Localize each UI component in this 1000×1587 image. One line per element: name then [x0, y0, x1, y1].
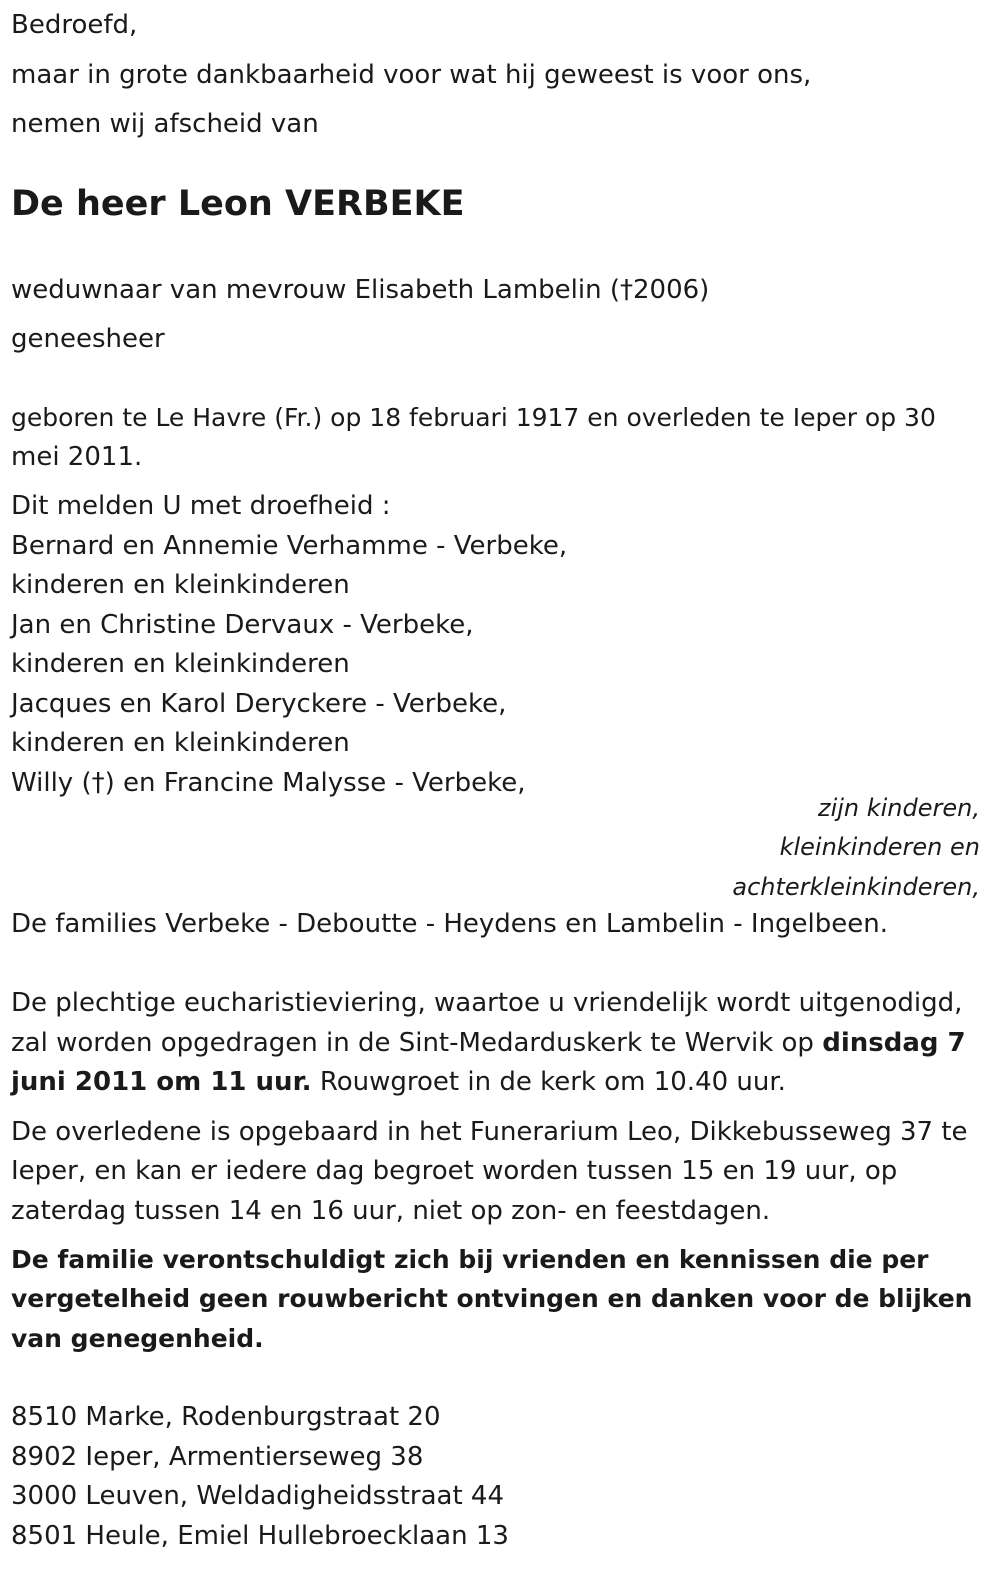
address-line: 8902 Ieper, Armentierseweg 38: [11, 1442, 424, 1472]
relation-line: achterkleinkinderen,: [732, 873, 980, 901]
deceased-name: De heer Leon VERBEKE: [11, 184, 465, 224]
viewing-line: Ieper, en kan er iedere dag begroet worden tussen 15 en 19 uur, op: [11, 1156, 898, 1186]
apology-line: van genegenheid.: [11, 1324, 264, 1353]
spouse-line: weduwnaar van mevrouw Elisabeth Lambelin (†2006): [11, 275, 710, 305]
ceremony-line-1: De plechtige eucharistieviering, waartoe u vriendelijk wordt uitgenodigd,: [11, 988, 963, 1018]
announcer-line: Jacques en Karol Deryckere - Verbeke,: [11, 689, 507, 719]
apology-line: vergetelheid geen rouwbericht ontvingen en danken voor de blijken: [11, 1284, 973, 1313]
ceremony-date: dinsdag 7: [822, 1028, 966, 1058]
relation-line: kleinkinderen en: [779, 833, 980, 861]
families-line: De families Verbeke - Deboutte - Heydens en Lambelin - Ingelbeen.: [11, 909, 889, 939]
intro-line-2: maar in grote dankbaarheid voor wat hij geweest is voor ons,: [11, 60, 812, 90]
relation-line: zijn kinderen,: [817, 794, 980, 822]
viewing-line: De overledene is opgebaard in het Funerarium Leo, Dikkebusseweg 37 te: [11, 1117, 968, 1147]
ceremony-line-3: [11, 1069, 786, 1095]
ceremony-text: zal worden opgedragen in de Sint-Medarduskerk te Wervik op: [11, 1028, 823, 1058]
intro-line-3: nemen wij afscheid van: [11, 109, 319, 139]
announcer-line: kinderen en kleinkinderen: [11, 728, 350, 758]
birth-death-line-2: mei 2011.: [11, 442, 143, 472]
address-line: 8510 Marke, Rodenburgstraat 20: [11, 1402, 441, 1432]
ceremony-line-2: [11, 1030, 966, 1056]
viewing-line: zaterdag tussen 14 en 16 uur, niet op zon- en feestdagen.: [11, 1196, 771, 1226]
announcer-line: kinderen en kleinkinderen: [11, 649, 350, 679]
ceremony-text: Rouwgroet in de kerk om 10.40 uur.: [311, 1067, 786, 1097]
birth-death-line-1: geboren te Le Havre (Fr.) op 18 februari 1917 en overleden te Ieper op 30: [11, 403, 936, 432]
announcer-line: Jan en Christine Dervaux - Verbeke,: [11, 610, 474, 640]
address-line: 8501 Heule, Emiel Hullebroecklaan 13: [11, 1521, 509, 1551]
announcer-line: kinderen en kleinkinderen: [11, 570, 350, 600]
apology-line: De familie verontschuldigt zich bij vrienden en kennissen die per: [11, 1245, 929, 1274]
profession-line: geneesheer: [11, 324, 165, 354]
announcer-line: Willy (†) en Francine Malysse - Verbeke,: [11, 768, 526, 798]
announcer-line: Bernard en Annemie Verhamme - Verbeke,: [11, 531, 568, 561]
announcers-intro: Dit melden U met droefheid :: [11, 491, 391, 521]
intro-line-1: Bedroefd,: [11, 10, 138, 40]
ceremony-time: juni 2011 om 11 uur.: [11, 1067, 312, 1097]
address-line: 3000 Leuven, Weldadigheidsstraat 44: [11, 1481, 504, 1511]
